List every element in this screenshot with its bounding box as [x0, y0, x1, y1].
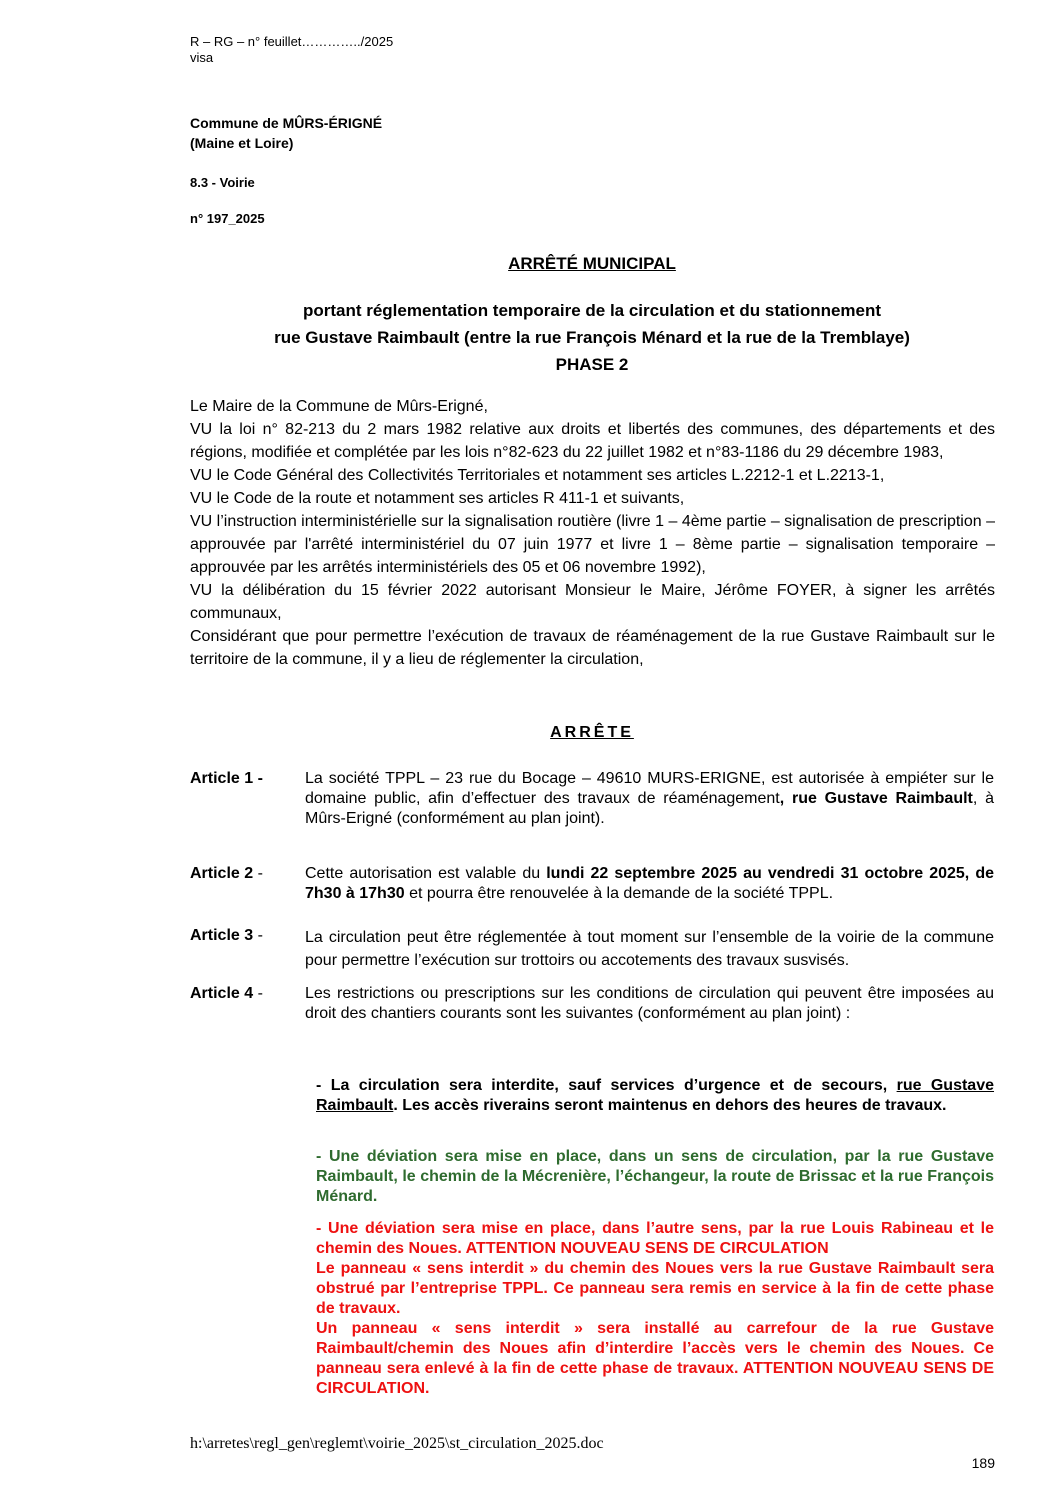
- article-1-street: , rue Gustave Raimbault: [779, 790, 973, 807]
- article-3-text: La circulation peut être réglementée à tout moment sur l’ensemble de la voirie de la commune pour permettre l’exécution sur trottoirs ou accotements des travaux susvisés.: [305, 929, 994, 969]
- department-name: (Maine et Loire): [190, 135, 294, 151]
- article-2-label-dash: -: [253, 865, 263, 882]
- preamble-line: Le Maire de la Commune de Mûrs-Erigné,: [190, 398, 488, 415]
- arrete-heading: ARRÊTE: [550, 724, 634, 741]
- article-1-label: Article 1 -: [190, 770, 263, 787]
- article-1-text-c: , à Mûrs-Erigné (conformément au plan joint).: [305, 790, 994, 827]
- article-3-label: [190, 926, 300, 946]
- article-4-text: Les restrictions ou prescriptions sur les conditions de circulation qui peuvent être imposées au droit des chantiers courants sont les suivantes (conformément au plan joint) :: [305, 985, 994, 1022]
- subtitle-line-3: PHASE 2: [555, 355, 629, 374]
- article-2-label-bold: Article 2: [190, 865, 254, 882]
- bullet-deviation-1: - Une déviation sera mise en place, dans un sens de circulation, par la rue Gustave Raimbault, le chemin de la Mécrenière, l’échangeur, la route de Brissac et la rue François Ménard.: [316, 1148, 994, 1205]
- article-3-label-bold: Article 3: [190, 927, 254, 944]
- bullet-closure: [316, 1076, 994, 1116]
- preamble-line: VU le Code de la route et notamment ses articles R 411-1 et suivants,: [190, 490, 685, 507]
- article-3-label-dash: -: [253, 927, 263, 944]
- bullet-closure-street: rue Gustave Raimbault: [316, 1077, 995, 1114]
- bullet-deviation-2-line: - Une déviation sera mise en place, dans l’autre sens, par la rue Louis Rabineau et le chemin des Noues. ATTENTION NOUVEAU SENS DE CIRCULATION: [316, 1220, 994, 1257]
- file-path: h:\arretes\regl_gen\reglemt\voirie_2025\st_circulation_2025.doc: [190, 1435, 604, 1452]
- document-subtitle: [190, 297, 994, 378]
- sign-installed-note: Un panneau « sens interdit » sera installé au carrefour de la rue Gustave Raimbault/chemin des Noues afin d’interdire l’accès vers le chemin des Noues. Ce panneau sera enlevé à la fin de cette phase de travaux. ATTENTION NOUVEAU SENS DE CIRCULATION.: [316, 1320, 994, 1397]
- article-2-dates: lundi 22 septembre 2025 au vendredi 31 octobre 2025, de 7h30 à 17h30: [305, 865, 995, 902]
- sign-obstructed-note: Le panneau « sens interdit » du chemin des Noues vers la rue Gustave Raimbault sera obstrué par l’entreprise TPPL. Ce panneau sera remis en service à la fin de cette phase de travaux.: [316, 1260, 994, 1317]
- article-2-text-a: Cette autorisation est valable du: [305, 865, 547, 882]
- preamble-line: VU le Code Général des Collectivités Territoriales et notamment ses articles L.2212-1 et L.2213-1,: [190, 467, 885, 484]
- article-2-text: [305, 864, 994, 904]
- visa-line: visa: [190, 50, 214, 65]
- preamble-line: VU la loi n° 82-213 du 2 mars 1982 relative aux droits et libertés des communes, des départements et des régions, modifiée et complétée par les lois n°82-623 du 22 juillet 1982 et n°83-1186 du 29 décembre 1983,: [190, 421, 995, 461]
- page-number: 189: [971, 1455, 995, 1471]
- article-2-text-c: et pourra être renouvelée à la demande de la société TPPL.: [404, 885, 834, 902]
- preamble-line: Considérant que pour permettre l’exécution de travaux de réaménagement de la rue Gustave Raimbault sur le territoire de la commune, il y a lieu de réglementer la circulation,: [190, 628, 995, 668]
- feuillet-line: R – RG – n° feuillet…………../2025: [190, 34, 394, 49]
- article-2-label: [190, 864, 300, 884]
- category-label: 8.3 - Voirie: [190, 175, 255, 190]
- subtitle-line-2: rue Gustave Raimbault (entre la rue François Ménard et la rue de la Tremblaye): [274, 328, 910, 347]
- decree-number: n° 197_2025: [190, 211, 265, 226]
- preamble-line: VU la délibération du 15 février 2022 autorisant Monsieur le Maire, Jérôme FOYER, à signer les arrêtés communaux,: [190, 582, 995, 622]
- article-4-label-dash: -: [253, 985, 263, 1002]
- preamble: [190, 395, 995, 671]
- article-1-text: [305, 769, 994, 829]
- bullet-closure-a: - La circulation sera interdite, sauf services d’urgence et de secours,: [316, 1077, 897, 1094]
- bullet-closure-c: . Les accès riverains seront maintenus en dehors des heures de travaux.: [393, 1097, 947, 1114]
- preamble-line: VU l’instruction interministérielle sur la signalisation routière (livre 1 – 4ème partie – signalisation de prescription – approuvée par l'arrêté interministériel du 07 juin 1977 et livre 1 – 8ème partie – signalisation temporaire – approuvée par les arrêtés interministériels des 05 et 06 novembre 1992),: [190, 513, 995, 576]
- article-4-label: [190, 984, 300, 1004]
- subtitle-line-1: portant réglementation temporaire de la circulation et du stationnement: [302, 301, 882, 320]
- document-title: ARRÊTÉ MUNICIPAL: [508, 254, 676, 273]
- bullet-deviation-2: [316, 1219, 994, 1399]
- commune-name: Commune de MÛRS-ÉRIGNÉ: [190, 115, 383, 131]
- article-4-label-bold: Article 4: [190, 985, 254, 1002]
- article-1-text-a: La société TPPL – 23 rue du Bocage – 49610 MURS-ERIGNE, est autorisée à empiéter sur le domaine public, afin d’effectuer des travaux de réaménagement: [305, 770, 994, 807]
